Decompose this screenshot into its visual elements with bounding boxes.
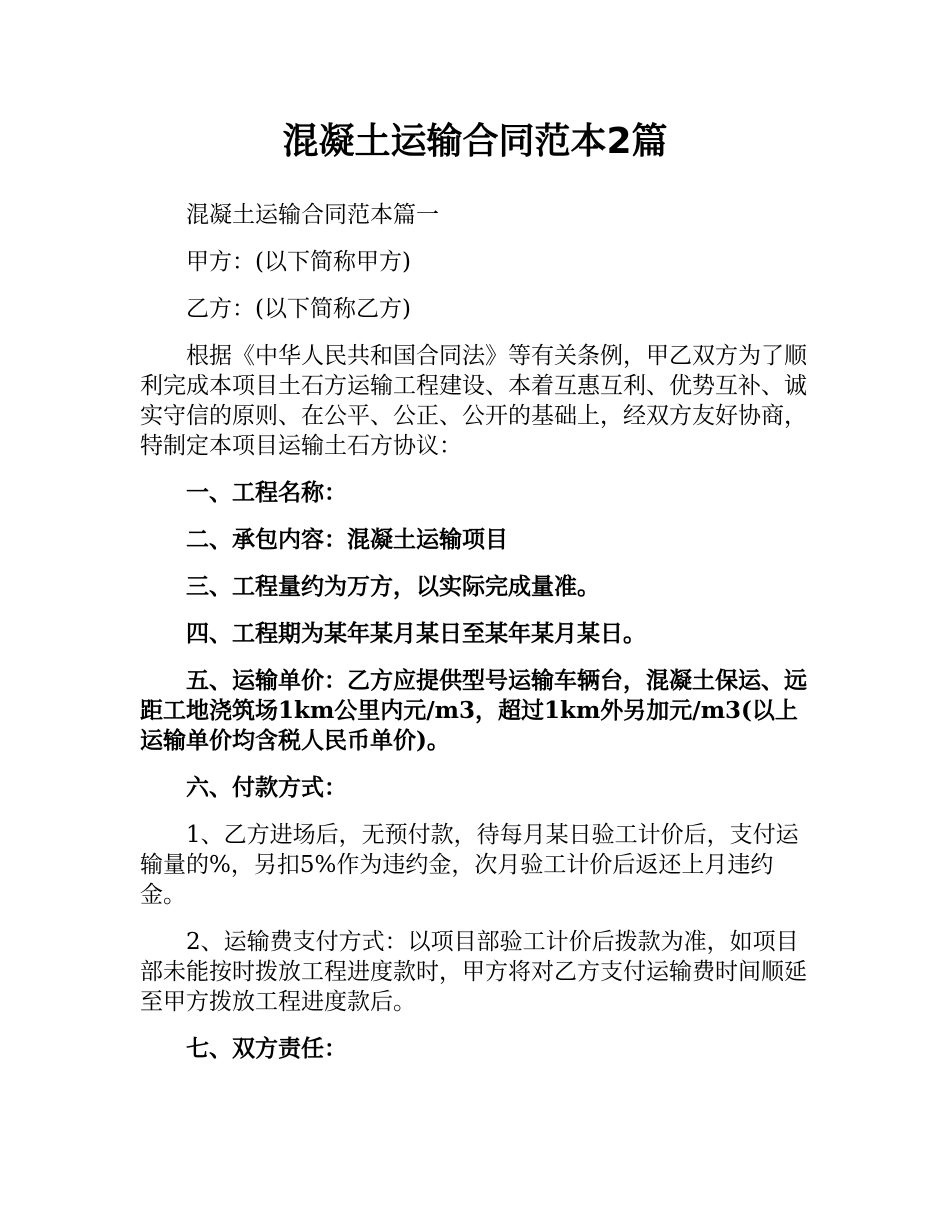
party-b-line: 乙方：(以下简称乙方) xyxy=(186,296,411,322)
clause-5-paragraph: 五、运输单价：乙方应提供型号运输车辆台，混凝土保运、远距工地浇筑场1km公里内元/m3，超过1km外另加元/m3(以上运输单价均含税人民币单价)。 xyxy=(140,667,807,754)
clause-6-heading: 六、付款方式： xyxy=(186,774,347,801)
document-title: 混凝土运输合同范本2篇 xyxy=(282,121,668,162)
clause-4-heading: 四、工程期为某年某月某日至某年某月某日。 xyxy=(186,620,646,647)
clause-7-heading: 七、双方责任： xyxy=(186,1035,347,1062)
document-body xyxy=(140,200,812,1064)
payment-item-1: 1、乙方进场后，无预付款，待每月某日验工计价后，支付运输量的%，另扣5%作为违约金，次月验工计价后返还上月违约金。 xyxy=(140,822,799,908)
clause-3-heading: 三、工程量约为万方，以实际完成量准。 xyxy=(186,573,600,600)
section-heading-1: 混凝土运输合同范本篇一 xyxy=(186,202,439,228)
clause-1-heading: 一、工程名称： xyxy=(186,479,347,506)
payment-item-2: 2、运输费支付方式：以项目部验工计价后拨款为准，如项目部未能按时拨放工程进度款时，甲方将对乙方支付运输费时间顺延至甲方拨放工程进度款后。 xyxy=(140,929,807,1015)
party-a-line: 甲方：(以下简称甲方) xyxy=(186,249,411,275)
intro-paragraph: 根据《中华人民共和国合同法》等有关条例，甲乙双方为了顺利完成本项目土石方运输工程建设、本着互惠互利、优势互补、诚实守信的原则、在公平、公正、公开的基础上，经双方友好协商，特制定本项目运输土石方协议： xyxy=(140,343,807,459)
clause-2-heading: 二、承包内容：混凝土运输项目 xyxy=(186,526,508,553)
